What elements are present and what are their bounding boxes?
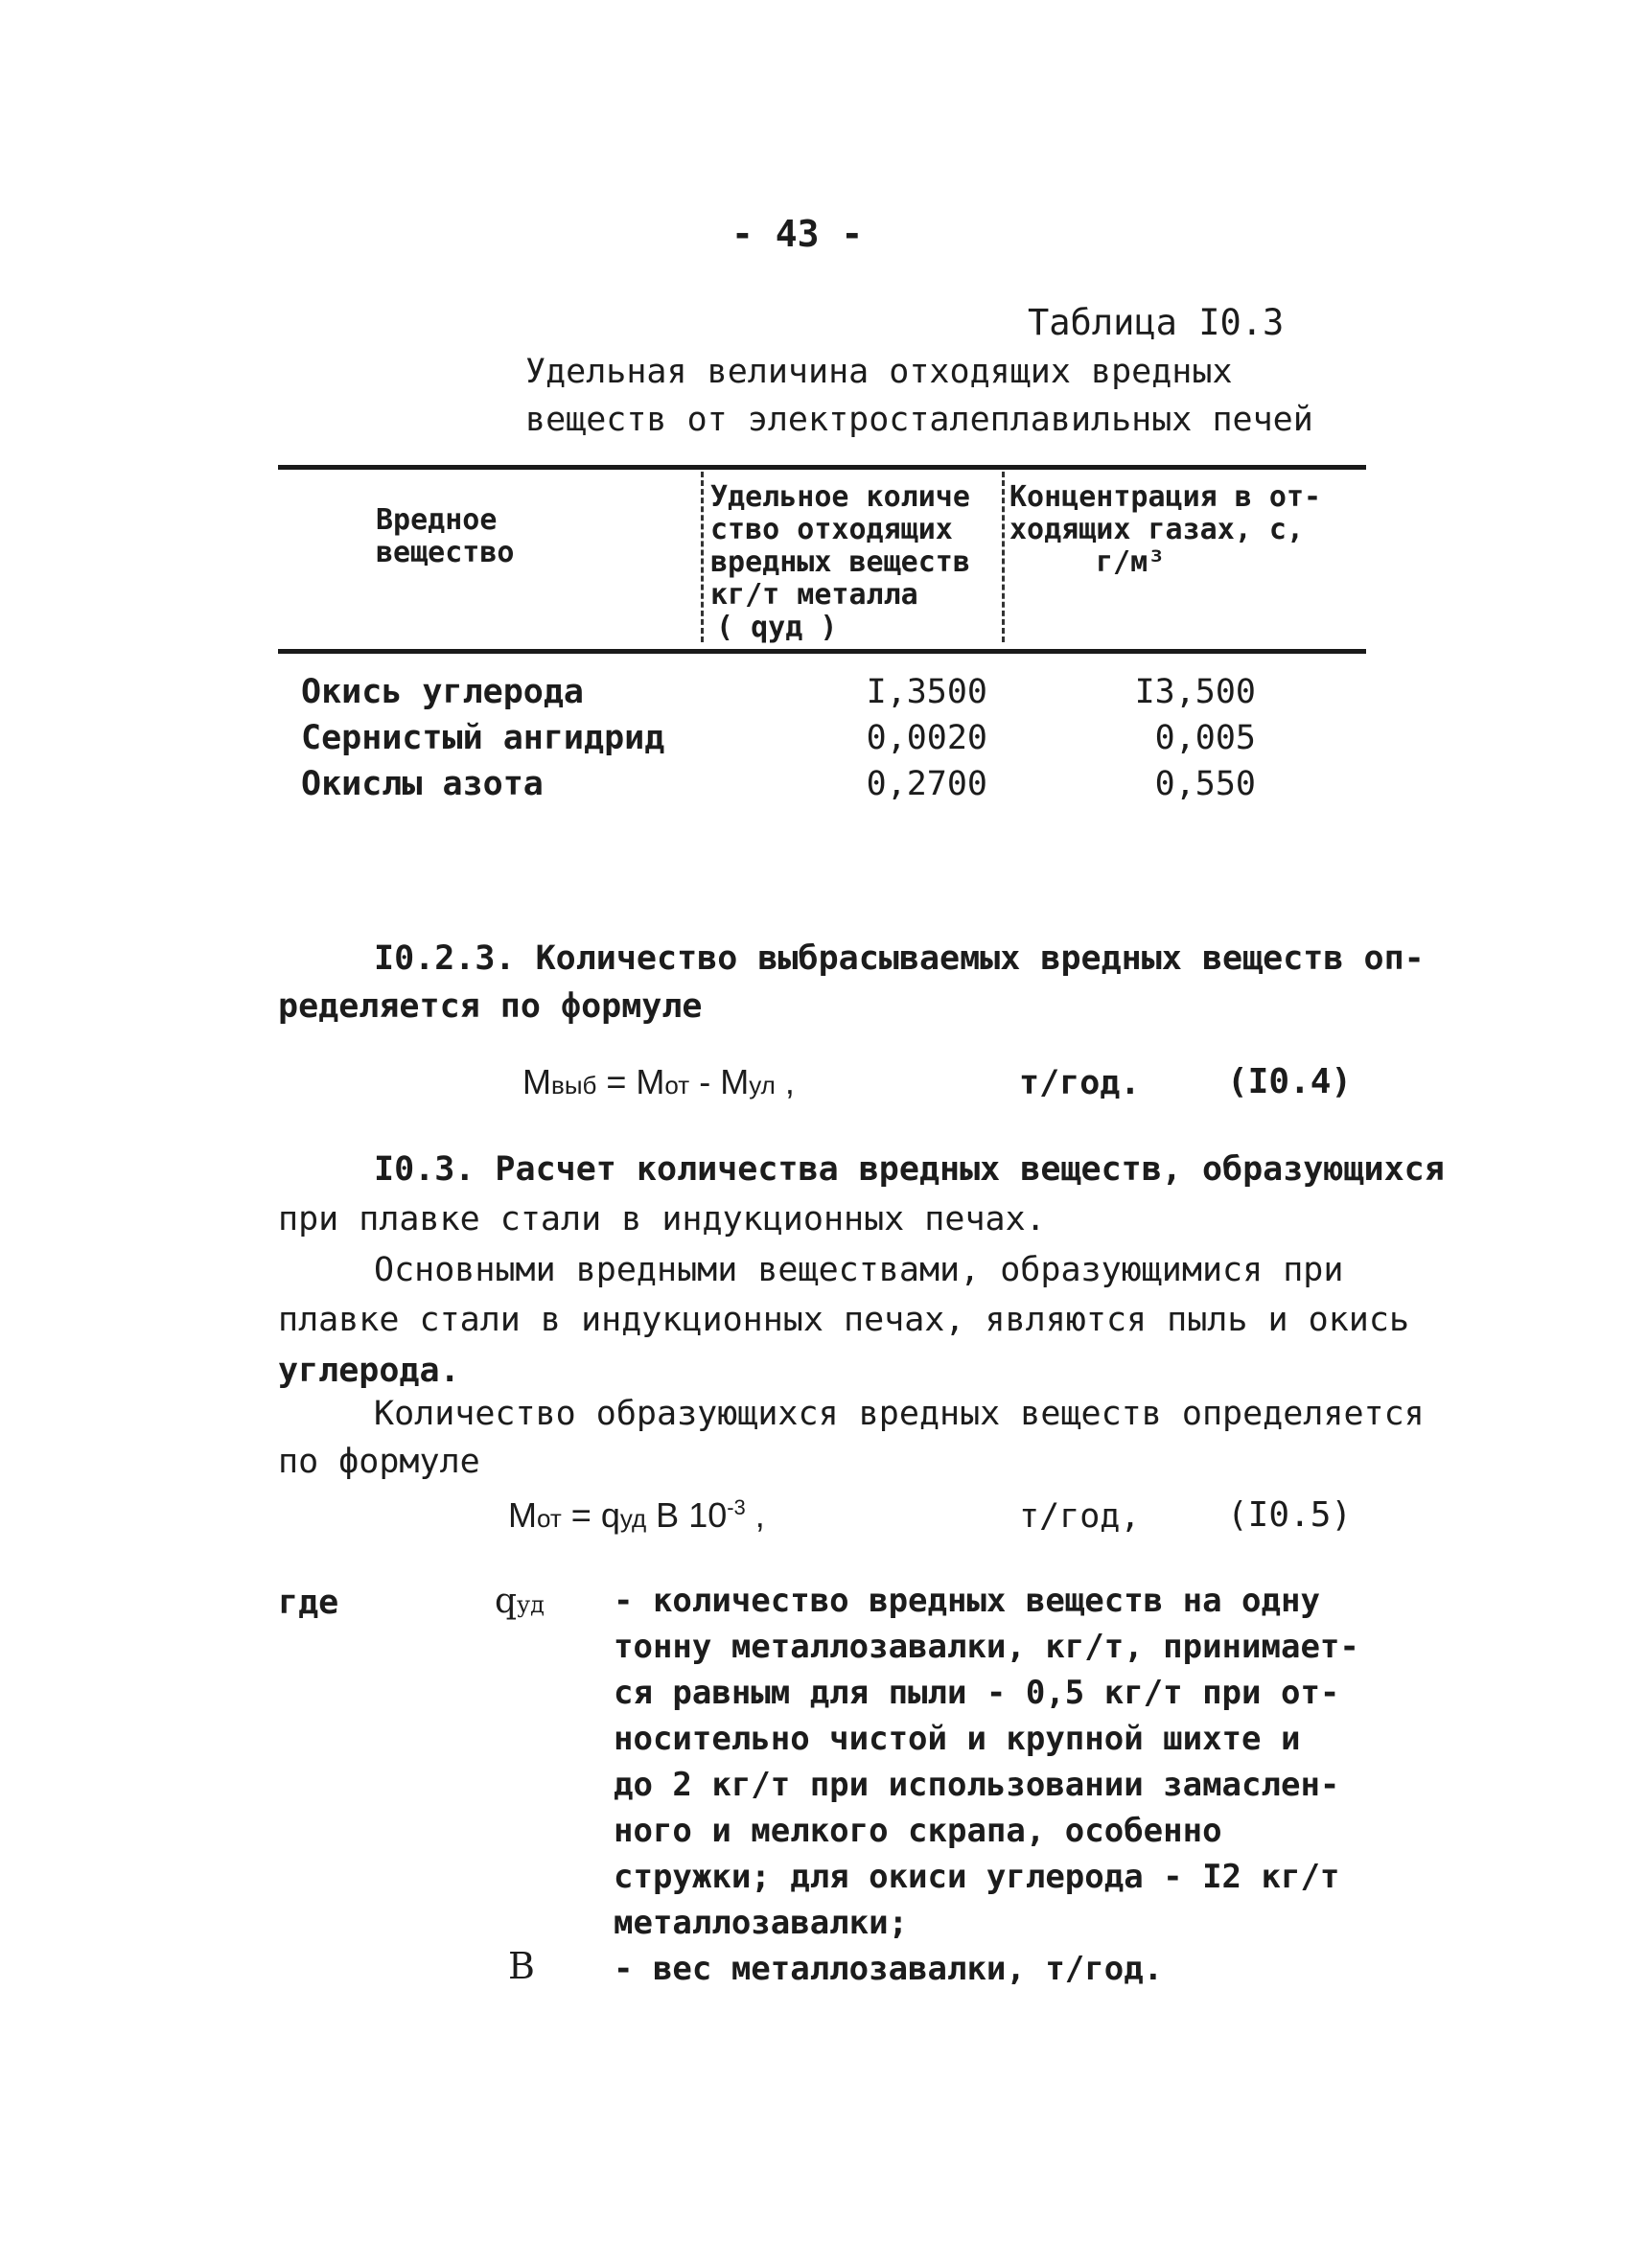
formula-10-4-number: (I0.4) (1227, 1062, 1353, 1101)
header-specific-line: ство отходящих (710, 513, 953, 546)
formula-10-5-number: (I0.5) (1227, 1495, 1353, 1535)
header-concentration (1009, 481, 1364, 579)
header-specific-line: вредных веществ (710, 545, 970, 579)
table-header-rule (278, 649, 1366, 654)
q-definition-line: тонну металлозавалки, кг/т, принимает- (614, 1628, 1359, 1666)
q-definition-line: металлозавалки; (614, 1904, 909, 1942)
table-row (278, 719, 1366, 765)
formula-operator: = q (561, 1495, 620, 1535)
section-10-3-line-5: углерода. (278, 1352, 460, 1390)
column-separator (1002, 472, 1005, 642)
formula-subscript: уд (619, 1504, 647, 1533)
cell-substance: Окись углерода (301, 673, 585, 711)
q-definition-line: - количество вредных веществ на одну (614, 1582, 1320, 1620)
cell-substance: Окислы азота (301, 765, 544, 803)
formula-exponent: -3 (727, 1495, 746, 1519)
cell-substance: Сернистый ангидрид (301, 719, 665, 757)
section-10-3-line-7: по формуле (278, 1443, 480, 1481)
formula-operator: = M (596, 1062, 665, 1101)
section-10-2-3-line-2: ределяется по формуле (278, 987, 703, 1026)
header-specific-line: Удельное количе (710, 480, 970, 514)
section-10-3-line-6: Количество образующихся вредных веществ определяется (374, 1395, 1425, 1433)
formula-10-4 (522, 1062, 795, 1102)
header-substance (376, 504, 606, 569)
header-concentration-line: Концентрация в от- (1009, 480, 1322, 514)
cell-concentration: 0,550 (1154, 765, 1256, 803)
section-10-3-line-2: при плавке стали в индукционных печах. (278, 1200, 1046, 1238)
header-specific-amount (710, 481, 998, 644)
cell-concentration: I3,500 (1134, 673, 1256, 711)
formula-operator: - M (689, 1062, 750, 1101)
table-row (278, 765, 1366, 811)
q-symbol (495, 1582, 545, 1621)
table-label: Таблица I0.3 (1028, 302, 1285, 343)
formula-subscript: от (537, 1504, 562, 1533)
header-specific-line: кг/т металла (710, 578, 918, 612)
formula-10-5 (508, 1495, 765, 1536)
table-row (278, 673, 1366, 719)
section-10-3-line-1: I0.3. Расчет количества вредных веществ, образующихся (374, 1150, 1445, 1189)
cell-specific: 0,0020 (866, 719, 987, 757)
table-top-rule (278, 465, 1366, 470)
q-symbol-subscript: уд (517, 1591, 545, 1618)
header-concentration-line: г/м³ (1096, 545, 1166, 579)
formula-tail: , (775, 1062, 795, 1101)
b-definition: - вес металлозавалки, т/год. (614, 1950, 1164, 1988)
header-concentration-line: ходящих газах, с, (1009, 513, 1305, 546)
q-definition-line: ного и мелкого скрапа, особенно (614, 1812, 1222, 1850)
header-substance-line: вещество (376, 536, 515, 569)
section-10-3-line-4: плавке стали в индукционных печах, являются пыль и окись (278, 1301, 1410, 1339)
formula-middle: В 10 (646, 1495, 728, 1535)
q-symbol-letter: q (495, 1582, 518, 1621)
header-specific-line: ( qуд ) (716, 611, 838, 644)
q-definition-line: носительно чистой и крупной шихте и (614, 1720, 1301, 1758)
page-number: - 43 - (731, 213, 864, 255)
where-label: где (278, 1584, 339, 1622)
table-title-line-2: веществ от электросталеплавильных печей (525, 401, 1313, 439)
formula-symbol: M (508, 1495, 537, 1535)
section-10-2-3-line-1: I0.2.3. Количество выбрасываемых вредных веществ оп- (374, 939, 1425, 978)
cell-specific: I,3500 (866, 673, 987, 711)
section-10-3-line-3: Основными вредными веществами, образующимися при (374, 1251, 1344, 1289)
column-separator (701, 472, 704, 642)
formula-symbol: M (522, 1062, 551, 1101)
formula-10-5-unit: т/год, (1019, 1497, 1141, 1536)
formula-10-4-unit: т/год. (1019, 1064, 1141, 1102)
formula-subscript: от (664, 1071, 690, 1099)
q-definition-line: ся равным для пыли - 0,5 кг/т при от- (614, 1674, 1340, 1712)
cell-concentration: 0,005 (1154, 719, 1256, 757)
formula-subscript: ул (749, 1071, 776, 1099)
cell-specific: 0,2700 (866, 765, 987, 803)
q-definition-line: стружки; для окиси углерода - I2 кг/т (614, 1858, 1340, 1896)
formula-subscript: выб (551, 1071, 597, 1099)
table-title-line-1: Удельная величина отходящих вредных (525, 353, 1233, 391)
header-substance-line: Вредное (376, 503, 498, 537)
formula-tail: , (745, 1495, 765, 1535)
b-symbol: В (508, 1945, 535, 1987)
q-definition-line: до 2 кг/т при использовании замаслен- (614, 1766, 1340, 1804)
